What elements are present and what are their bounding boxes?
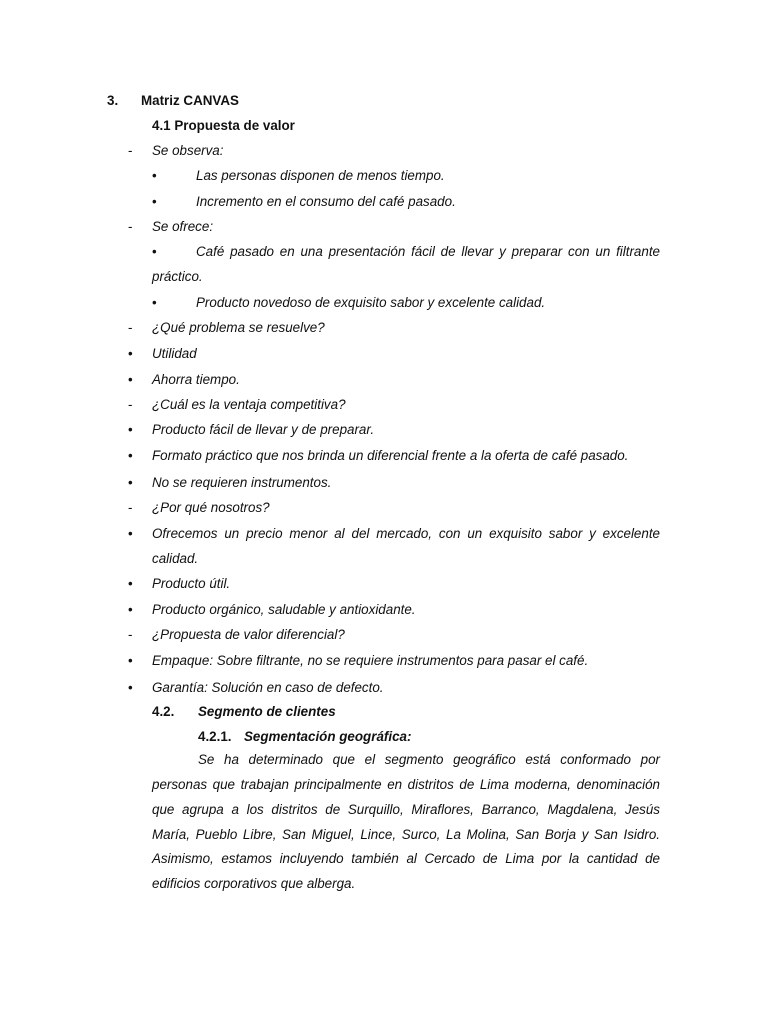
dash-marker: -	[128, 219, 133, 234]
section-number: 3.	[107, 93, 119, 108]
list-item: Empaque: Sobre filtrante, no se requiere instrumentos para pasar el café.	[152, 653, 589, 668]
list-item: Ofrecemos un precio menor al del mercado, con un exquisito sabor y excelente	[152, 526, 660, 541]
list-item: Café pasado en una presentación fácil de llevar y preparar con un filtrante	[196, 244, 660, 259]
bullet-marker: •	[128, 680, 133, 695]
list-item: Las personas disponen de menos tiempo.	[196, 168, 445, 183]
subsection-number: 4.2.	[152, 704, 175, 719]
paragraph-line: personas que trabajan principalmente en distritos de Lima moderna, denominación	[152, 777, 660, 792]
bullet-marker: •	[152, 244, 157, 259]
bullet-marker: •	[128, 422, 133, 437]
paragraph-line: Asimismo, estamos incluyendo también al Cercado de Lima por la cantidad de	[152, 851, 660, 866]
paragraph-line: edificios corporativos que alberga.	[152, 876, 356, 891]
bullet-marker: •	[128, 372, 133, 387]
list-item: Producto orgánico, saludable y antioxidante.	[152, 602, 416, 617]
list-item: No se requieren instrumentos.	[152, 475, 332, 490]
bullet-marker: •	[128, 576, 133, 591]
list-label: ¿Qué problema se resuelve?	[152, 320, 325, 335]
dash-marker: -	[128, 500, 133, 515]
subsection-title: 4.1 Propuesta de valor	[152, 118, 295, 133]
bullet-marker: •	[128, 448, 133, 463]
bullet-marker: •	[128, 526, 133, 541]
bullet-marker: •	[152, 194, 157, 209]
subsubsection-title: Segmentación geográfica:	[244, 729, 412, 744]
section-title: Matriz CANVAS	[141, 93, 239, 108]
subsubsection-number: 4.2.1.	[198, 729, 232, 744]
list-item: Ahorra tiempo.	[152, 372, 240, 387]
dash-marker: -	[128, 143, 133, 158]
list-item: Producto útil.	[152, 576, 231, 591]
bullet-marker: •	[128, 346, 133, 361]
list-item: Formato práctico que nos brinda un diferencial frente a la oferta de café pasado.	[152, 448, 629, 463]
list-item-continuation: calidad.	[152, 551, 199, 566]
bullet-marker: •	[128, 602, 133, 617]
list-label: ¿Propuesta de valor diferencial?	[152, 627, 345, 642]
bullet-marker: •	[128, 475, 133, 490]
bullet-marker: •	[152, 168, 157, 183]
list-item: Incremento en el consumo del café pasado.	[196, 194, 456, 209]
list-item: Utilidad	[152, 346, 197, 361]
dash-marker: -	[128, 320, 133, 335]
list-item: Producto novedoso de exquisito sabor y excelente calidad.	[196, 295, 546, 310]
list-item-continuation: práctico.	[152, 269, 203, 284]
subsection-title: Segmento de clientes	[198, 704, 336, 719]
bullet-marker: •	[128, 653, 133, 668]
bullet-marker: •	[152, 295, 157, 310]
paragraph-line: Se ha determinado que el segmento geográfico está conformado por	[198, 752, 660, 767]
list-label: ¿Cuál es la ventaja competitiva?	[152, 397, 346, 412]
list-item: Producto fácil de llevar y de preparar.	[152, 422, 375, 437]
paragraph-line: María, Pueblo Libre, San Miguel, Lince, Surco, La Molina, San Borja y San Isidro.	[152, 827, 660, 842]
dash-marker: -	[128, 397, 133, 412]
paragraph-line: que agrupa a los distritos de Surquillo, Miraflores, Barranco, Magdalena, Jesús	[152, 802, 660, 817]
list-item: Garantía: Solución en caso de defecto.	[152, 680, 384, 695]
list-label: Se observa:	[152, 143, 224, 158]
list-label: ¿Por qué nosotros?	[152, 500, 270, 515]
dash-marker: -	[128, 627, 133, 642]
list-label: Se ofrece:	[152, 219, 214, 234]
